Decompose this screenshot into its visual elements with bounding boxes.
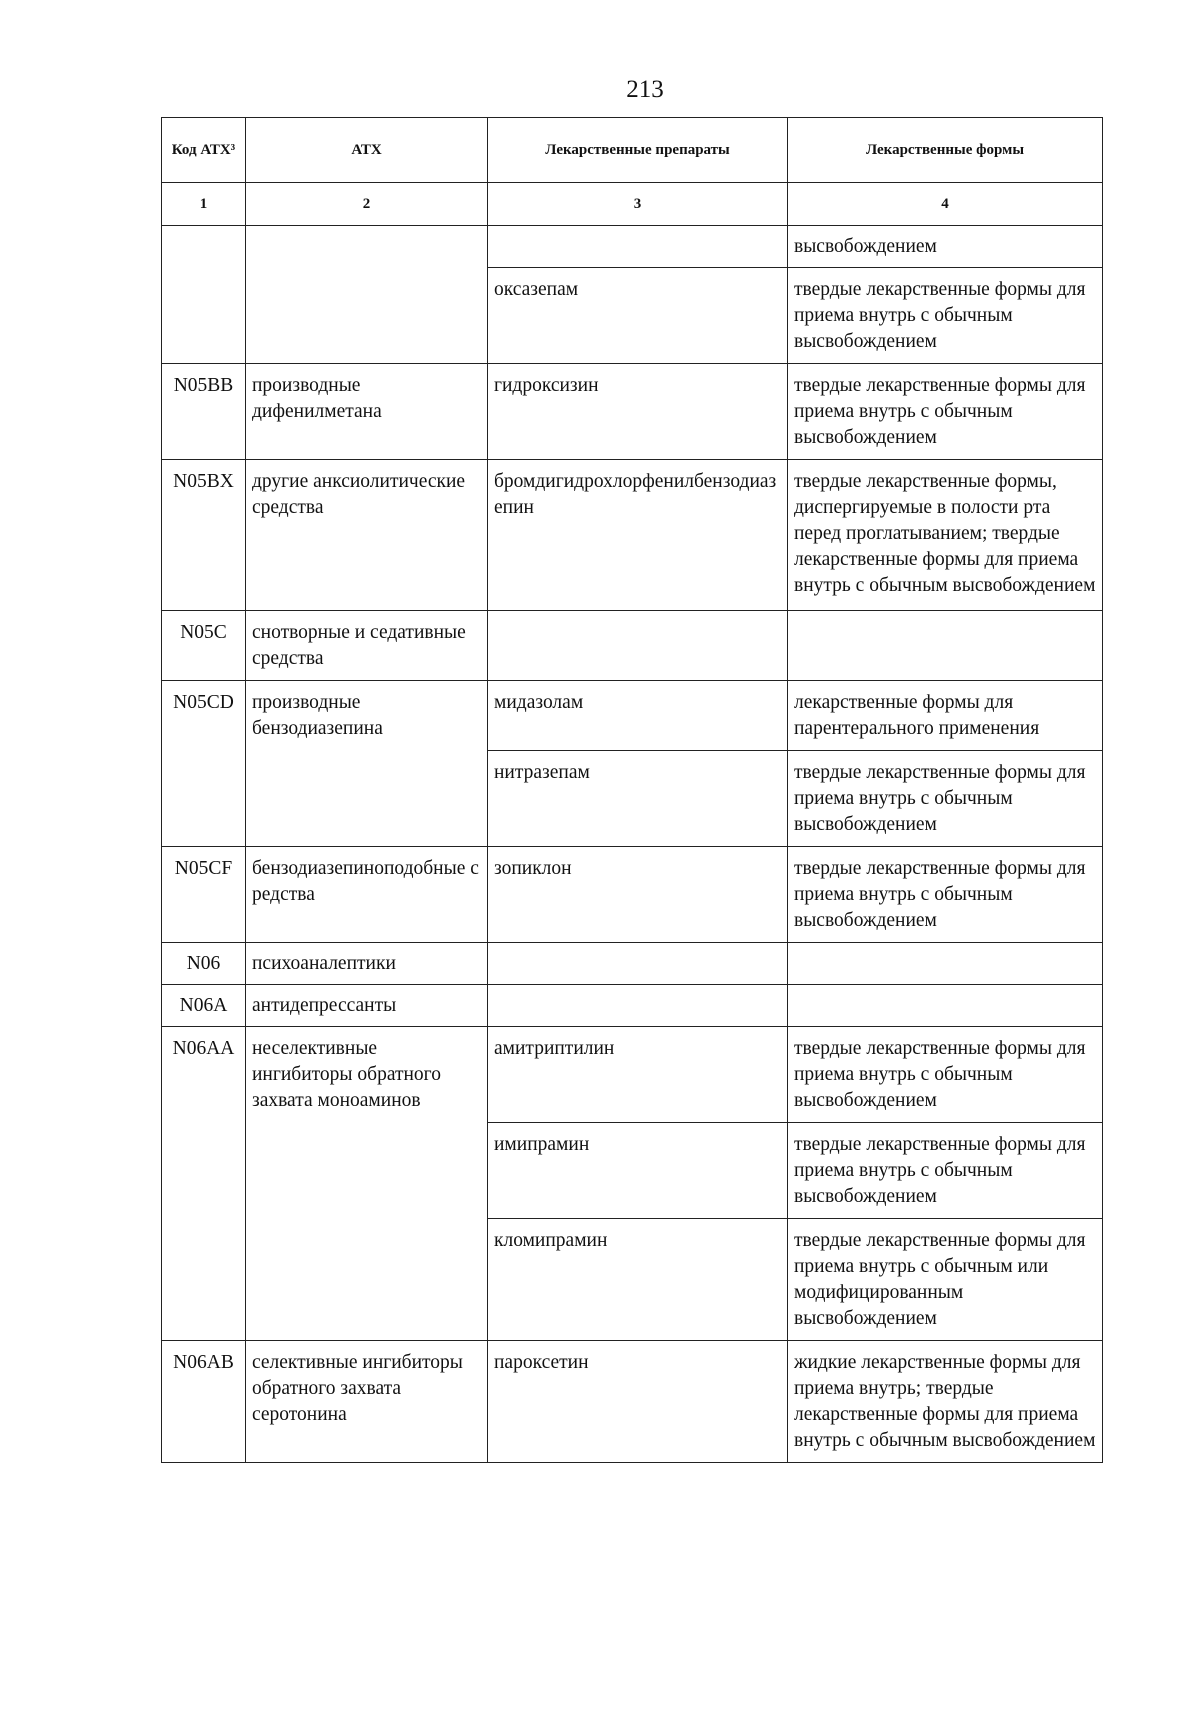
atc-code-cell: N05CF xyxy=(162,847,246,943)
dosage-form-cell xyxy=(788,943,1103,985)
atc-code-cell: N06A xyxy=(162,985,246,1027)
drug-cell: амитриптилин xyxy=(488,1027,788,1123)
table-row xyxy=(162,847,1103,943)
drug-cell: нитразепам xyxy=(488,751,788,847)
dosage-form-cell: твердые лекарственные формы для приема внутрь с обычным высвобождением xyxy=(788,268,1103,364)
dosage-form-cell: твердые лекарственные формы для приема внутрь с обычным или модифицированным высвобождением xyxy=(788,1219,1103,1341)
column-number: 3 xyxy=(488,183,788,226)
drug-cell xyxy=(488,226,788,268)
dosage-form-cell xyxy=(788,611,1103,681)
atc-code-cell: N06AA xyxy=(162,1027,246,1341)
dosage-form-cell: лекарственные формы для парентерального применения xyxy=(788,681,1103,751)
atc-code-cell: N05BB xyxy=(162,364,246,460)
table-row xyxy=(162,226,1103,268)
table-row xyxy=(162,681,1103,751)
atc-code-cell: N05CD xyxy=(162,681,246,847)
table-row xyxy=(162,943,1103,985)
dosage-form-cell: твердые лекарственные формы для приема внутрь с обычным высвобождением xyxy=(788,364,1103,460)
atc-name-cell: другие анксиолитические средства xyxy=(246,460,488,611)
atc-code-cell: N06AB xyxy=(162,1341,246,1463)
atc-name-cell: бензодиазепиноподобные средства xyxy=(246,847,488,943)
table-row xyxy=(162,364,1103,460)
atc-name-cell: неселективные ингибиторы обратного захвата моноаминов xyxy=(246,1027,488,1341)
atc-code-cell: N05C xyxy=(162,611,246,681)
drug-cell: оксазепам xyxy=(488,268,788,364)
atc-name-cell: производные дифенилметана xyxy=(246,364,488,460)
atc-code-cell: N05BX xyxy=(162,460,246,611)
drug-cell: мидазолам xyxy=(488,681,788,751)
drug-cell xyxy=(488,985,788,1027)
atc-name-cell: антидепрессанты xyxy=(246,985,488,1027)
drug-cell: гидроксизин xyxy=(488,364,788,460)
column-number: 2 xyxy=(246,183,488,226)
dosage-form-cell: твердые лекарственные формы для приема внутрь с обычным высвобождением xyxy=(788,751,1103,847)
table-row xyxy=(162,985,1103,1027)
table-row xyxy=(162,611,1103,681)
drug-cell: зопиклон xyxy=(488,847,788,943)
drug-cell: кломипрамин xyxy=(488,1219,788,1341)
drug-cell: имипрамин xyxy=(488,1123,788,1219)
atc-code-cell: N06 xyxy=(162,943,246,985)
page-number: 213 xyxy=(626,76,664,103)
dosage-form-cell: высвобождением xyxy=(788,226,1103,268)
drug-cell xyxy=(488,943,788,985)
drug-cell xyxy=(488,611,788,681)
atc-drug-table xyxy=(161,117,1103,1463)
atc-name-cell xyxy=(246,226,488,364)
dosage-form-cell: твердые лекарственные формы для приема внутрь с обычным высвобождением xyxy=(788,1027,1103,1123)
atc-code-cell xyxy=(162,226,246,364)
table-row xyxy=(162,460,1103,611)
header-atc-code: Код АТХ³ xyxy=(162,118,246,183)
drug-cell: бромдигидрохлорфенилбензодиазепин xyxy=(488,460,788,611)
header-dosage-forms: Лекарственные формы xyxy=(788,118,1103,183)
header-drugs: Лекарственные препараты xyxy=(488,118,788,183)
column-number: 4 xyxy=(788,183,1103,226)
atc-name-cell: производные бензодиазепина xyxy=(246,681,488,847)
drug-cell: пароксетин xyxy=(488,1341,788,1463)
header-row xyxy=(162,118,1103,183)
column-number-row xyxy=(162,183,1103,226)
column-number: 1 xyxy=(162,183,246,226)
table-row xyxy=(162,1341,1103,1463)
atc-name-cell: селективные ингибиторы обратного захвата серотонина xyxy=(246,1341,488,1463)
dosage-form-cell: твердые лекарственные формы для приема внутрь с обычным высвобождением xyxy=(788,847,1103,943)
header-atc: АТХ xyxy=(246,118,488,183)
dosage-form-cell xyxy=(788,985,1103,1027)
atc-name-cell: психоаналептики xyxy=(246,943,488,985)
dosage-form-cell: твердые лекарственные формы для приема внутрь с обычным высвобождением xyxy=(788,1123,1103,1219)
dosage-form-cell: твердые лекарственные формы, диспергируемые в полости рта перед проглатыванием; твердые лекарственные формы для приема внутрь с обычным высвобождением xyxy=(788,460,1103,611)
table-row xyxy=(162,1027,1103,1123)
atc-name-cell: снотворные и седативные средства xyxy=(246,611,488,681)
dosage-form-cell: жидкие лекарственные формы для приема внутрь; твердые лекарственные формы для приема внутрь с обычным высвобождением xyxy=(788,1341,1103,1463)
